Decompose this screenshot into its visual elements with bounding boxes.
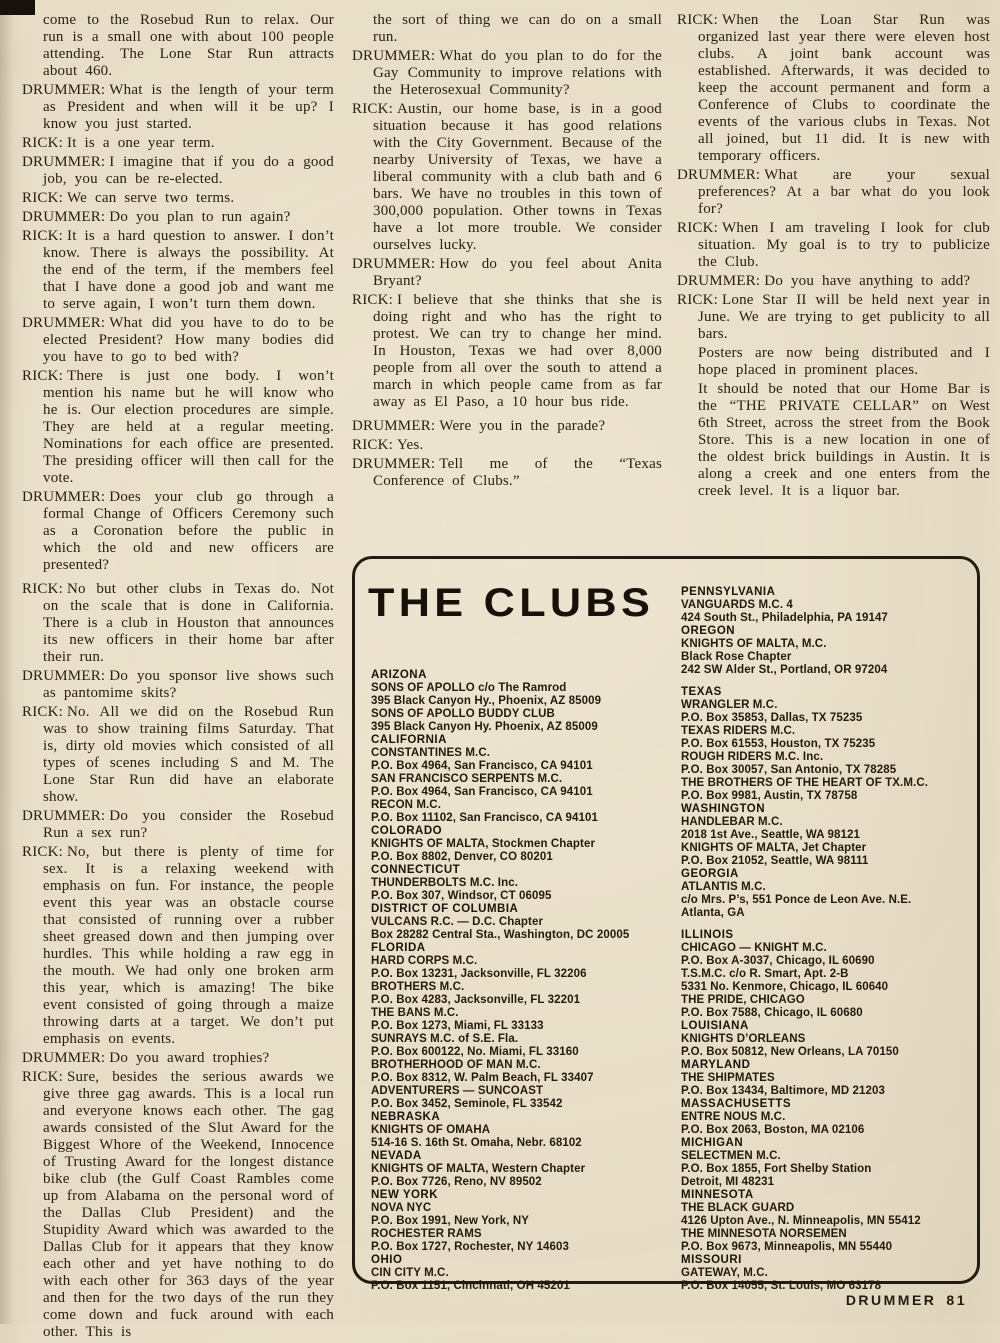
speech-text: What are your sexual preferences? At a bar what do you look for? [698, 167, 990, 217]
club-list-line: ENTRE NOUS M.C. [681, 1111, 786, 1123]
club-list-line: SONS OF APOLLO c/o The Ramrod [371, 682, 567, 694]
club-list-line: ARIZONA [371, 669, 427, 681]
speech-text: No but other clubs in Texas do. Not on the scale that is done in California. There is a club in Houston that announces its new officers in their home bar after their run. [43, 581, 334, 665]
club-list-line: c/o Mrs. P’s, 551 Ponce de Leon Ave. N.E. [681, 894, 912, 906]
club-list-line: P.O. Box 9673, Minneapolis, MN 55440 [681, 1241, 893, 1253]
interview-paragraph [22, 844, 334, 1048]
club-list-line: WRANGLER M.C. [681, 699, 778, 711]
club-list-line: THE BLACK GUARD [681, 1202, 795, 1214]
speaker-label: DRUMMER: [677, 167, 761, 183]
club-list-line: KNIGHTS OF MALTA, Western Chapter [371, 1163, 586, 1175]
club-list-line: CONNECTICUT [371, 864, 461, 876]
speech-text: No. All we did on the Rosebud Run was to show training films Saturday. That is, dirty old movies which consisted of all types of scenes including S and M. The Lone Star Run did have an elaborate show. [43, 704, 334, 805]
club-list-line: Detroit, MI 48231 [681, 1176, 775, 1188]
club-list-line: 395 Black Canyon Hy., Phoenix, AZ 85009 [371, 695, 602, 707]
club-list-line: Box 28282 Central Sta., Washington, DC 20005 [371, 929, 630, 941]
club-list-line: P.O. Box 21052, Seattle, WA 98111 [681, 855, 869, 867]
club-list-line: 395 Black Canyon Hy. Phoenix, AZ 85009 [371, 721, 598, 733]
speech-text: Tell me of the “Texas Conference of Clubs.” [373, 456, 662, 489]
club-list-line: P.O. Box 3452, Seminole, FL 33542 [371, 1098, 563, 1110]
club-list-line: KNIGHTS OF OMAHA [371, 1124, 491, 1136]
speech-text: Lone Star II will be held next year in June. We are trying to get publicity to all bars. [698, 292, 990, 342]
interview-paragraph [22, 12, 334, 80]
club-list-line: KNIGHTS OF MALTA, M.C. [681, 638, 827, 650]
clubs-list-left [371, 669, 677, 1293]
speech-text: Do you plan to run again? [109, 209, 291, 225]
club-list-line: ROCHESTER RAMS [371, 1228, 482, 1240]
club-list-line: ADVENTURERS — SUNCOAST [371, 1085, 544, 1097]
clubs-list-right [681, 586, 975, 1293]
interview-paragraph [352, 292, 662, 411]
speaker-label: DRUMMER: [22, 82, 106, 98]
club-list-line: 424 South St., Philadelphia, PA 19147 [681, 612, 888, 624]
club-list-line: OREGON [681, 625, 736, 637]
interview-paragraph [677, 12, 990, 165]
club-list-line: P.O. Box 30057, San Antonio, TX 78285 [681, 764, 897, 776]
club-list-line: PENNSYLVANIA [681, 586, 776, 598]
speaker-label: RICK: [22, 368, 64, 384]
club-list-line: NEBRASKA [371, 1111, 441, 1123]
club-list-line: P.O. Box 7588, Chicago, IL 60680 [681, 1007, 863, 1019]
club-list-line: P.O. Box 2063, Boston, MA 02106 [681, 1124, 865, 1136]
club-list-line: OHIO [371, 1254, 403, 1266]
club-list-line: P.O. Box 9981, Austin, TX 78758 [681, 790, 858, 802]
speech-text: It is a hard question to answer. I don’t know. There is always the possibility. At the end of the term, if the members feel that I have done a good job and want me to serve again, I won’t turn them down. [43, 228, 334, 312]
interview-paragraph [677, 273, 990, 290]
speech-text: What is the length of your term as President and when will it be up? I know you just started. [43, 82, 334, 132]
speech-text: Does your club go through a formal Change of Officers Ceremony such as a Coronation before the public in which the old and new officers are presented? [43, 489, 334, 573]
club-list-line: P.O. Box 1151, Cincinnati, OH 45201 [371, 1280, 570, 1292]
speech-text: When the Loan Star Run was organized last year there were eleven host clubs. A joint bank account was established. Afterwards, it was decided to keep the account permanent and form a Conference of Clubs to coordinate the events of the various clubs in Texas. Not all joined, but 11 did. It is new with temporary officers. [698, 12, 990, 164]
interview-paragraph [22, 704, 334, 806]
club-list-line: ATLANTIS M.C. [681, 881, 766, 893]
interview-paragraph [22, 154, 334, 188]
speaker-label: RICK: [677, 220, 719, 236]
clubs-directory-box [352, 556, 980, 1292]
speaker-label: DRUMMER: [677, 273, 761, 289]
speaker-label: DRUMMER: [22, 668, 106, 684]
club-list-line: THE MINNESOTA NORSEMEN [681, 1228, 847, 1240]
club-list-line: TEXAS RIDERS M.C. [681, 725, 796, 737]
club-list-line: Black Rose Chapter [681, 651, 792, 663]
interview-paragraph [352, 456, 662, 490]
interview-paragraph [352, 48, 662, 99]
club-list-line: P.O. Box 1991, New York, NY [371, 1215, 530, 1227]
interview-paragraph [22, 1069, 334, 1341]
club-list-line: 5331 No. Kenmore, Chicago, IL 60640 [681, 981, 889, 993]
club-list-line: MARYLAND [681, 1059, 751, 1071]
club-list-line: P.O. Box 13434, Baltimore, MD 21203 [681, 1085, 885, 1097]
club-list-line: THE SHIPMATES [681, 1072, 775, 1084]
speech-text: No, but there is plenty of time for sex. It is a relaxing weekend with emphasis on fun. For instance, the people event this year was an obstacle course that consisted of running over a rubber sheet greased down and then jumping over hurdles. This while holding a raw egg in the mouth. We had only one broken arm this year, which is amazing! The bike event consisted of going through a maize throwing darts at a target. We don’t put emphasis on events. [43, 844, 334, 1047]
club-list-line: P.O. Box 7726, Reno, NV 89502 [371, 1176, 542, 1188]
interview-paragraph [22, 190, 334, 207]
club-list-line: P.O. Box 50812, New Orleans, LA 70150 [681, 1046, 899, 1058]
club-list-line: THE PRIDE, CHICAGO [681, 994, 805, 1006]
interview-paragraph [352, 437, 662, 454]
speech-text: What did you have to do to be elected President? How many bodies did you have to go to bed with? [43, 315, 334, 365]
club-list-line: COLORADO [371, 825, 443, 837]
speech-text: I believe that she thinks that she is doing right and who has the right to protest. We can try to change her mind. In Houston, Texas we had over 8,000 people from all over the south to attend a march in which people came from as far away as El Paso, a 10 hour bus ride. [373, 292, 662, 410]
speaker-label: DRUMMER: [22, 1050, 106, 1066]
club-list-line: P.O. Box 600122, No. Miami, FL 33160 [371, 1046, 579, 1058]
speaker-label: DRUMMER: [22, 808, 106, 824]
club-list-line: P.O. Box 61553, Houston, TX 75235 [681, 738, 876, 750]
speech-text: What do you plan to do for the Gay Community to improve relations with the Heterosexual Community? [373, 48, 662, 98]
speech-text: Yes. [397, 437, 424, 453]
club-list-line: GATEWAY, M.C. [681, 1267, 768, 1279]
speaker-label: DRUMMER: [352, 456, 436, 472]
speech-text: Do you award trophies? [109, 1050, 270, 1066]
speaker-label: DRUMMER: [22, 154, 106, 170]
publication-name: DRUMMER [845, 1292, 937, 1308]
club-list-line: 514-16 S. 16th St. Omaha, Nebr. 68102 [371, 1137, 582, 1149]
club-list-line: P.O. Box 35853, Dallas, TX 75235 [681, 712, 863, 724]
interview-paragraph [22, 368, 334, 487]
speech-text: Do you sponsor live shows such as pantomime skits? [43, 668, 334, 701]
club-list-line: NOVA NYC [371, 1202, 432, 1214]
club-list-line: KNIGHTS OF MALTA, Stockmen Chapter [371, 838, 596, 850]
speaker-label: DRUMMER: [22, 315, 106, 331]
club-list-line: P.O. Box 307, Windsor, CT 06095 [371, 890, 552, 902]
speaker-label: RICK: [22, 228, 64, 244]
club-list-line: RECON M.C. [371, 799, 441, 811]
speaker-label: DRUMMER: [352, 418, 436, 434]
club-list-line: BROTHERS M.C. [371, 981, 465, 993]
club-list-line: WASHINGTON [681, 803, 766, 815]
speaker-label: RICK: [677, 12, 719, 28]
club-list-line: T.S.M.C. c/o R. Smart, Apt. 2-B [681, 968, 849, 980]
speech-text: It should be noted that our Home Bar is the “THE PRIVATE CELLAR” on West 6th Street, across the street from the Book Store. This is a new location in one of the oldest brick buildings in Austin. It is along a creek and one enters from the creek level. It is a liquor bar. [698, 381, 990, 499]
club-list-line: MASSACHUSETTS [681, 1098, 792, 1110]
clubs-title: THE CLUBS [368, 581, 655, 625]
club-list-line: 242 SW Alder St., Portland, OR 97204 [681, 664, 888, 676]
club-list-line: SELECTMEN M.C. [681, 1150, 781, 1162]
interview-paragraph [22, 668, 334, 702]
club-list-line: 4126 Upton Ave., N. Minneapolis, MN 55412 [681, 1215, 921, 1227]
interview-paragraph [352, 12, 662, 46]
club-list-line: P.O. Box 11102, San Francisco, CA 94101 [371, 812, 598, 824]
interview-paragraph [677, 220, 990, 271]
speaker-label: RICK: [22, 704, 64, 720]
club-list-line: SAN FRANCISCO SERPENTS M.C. [371, 773, 563, 785]
speaker-label: DRUMMER: [352, 256, 436, 272]
speech-text: How do you feel about Anita Bryant? [373, 256, 662, 289]
interview-column-middle [352, 12, 662, 492]
interview-paragraph [22, 209, 334, 226]
speech-text: There is just one body. I won’t mention his name but he will know who he is. Our election procedures are simple. They are held at a regular meeting. Nominations for each office are presented. The presiding officer will then call for the vote. [43, 368, 334, 486]
speaker-label: RICK: [352, 437, 394, 453]
interview-column-left [22, 12, 334, 1343]
interview-paragraph [677, 381, 990, 500]
speaker-label: DRUMMER: [22, 489, 106, 505]
club-list-line: KNIGHTS OF MALTA, Jet Chapter [681, 842, 867, 854]
page-edge-shading [0, 0, 14, 1324]
speech-text: When I am traveling I look for club situation. My goal is to try to publicize the Club. [698, 220, 990, 270]
club-list-line: P.O. Box 1727, Rochester, NY 14603 [371, 1241, 569, 1253]
speech-text: Posters are now being distributed and I hope placed in prominent places. [698, 345, 990, 378]
club-list-line: SONS OF APOLLO BUDDY CLUB [371, 708, 555, 720]
club-list-line: HARD CORPS M.C. [371, 955, 478, 967]
interview-paragraph [677, 345, 990, 379]
interview-paragraph [352, 256, 662, 290]
club-list-line: P.O. Box 14055, St. Louis, MO 63178 [681, 1280, 882, 1292]
speaker-label: RICK: [677, 292, 719, 308]
club-list-line: THUNDERBOLTS M.C. Inc. [371, 877, 519, 889]
club-list-line: FLORIDA [371, 942, 426, 954]
club-list-line: MICHIGAN [681, 1137, 744, 1149]
page-number: 81 [946, 1292, 967, 1308]
interview-paragraph [352, 418, 662, 435]
club-list-line: P.O. Box 4964, San Francisco, CA 94101 [371, 760, 593, 772]
club-list-line: GEORGIA [681, 868, 739, 880]
club-list-line: CIN CITY M.C. [371, 1267, 449, 1279]
interview-column-right [677, 12, 990, 502]
interview-paragraph [22, 489, 334, 574]
speech-text: Do you consider the Rosebud Run a sex run? [43, 808, 334, 841]
speaker-label: RICK: [22, 1069, 64, 1085]
club-list-line: KNIGHTS D’ORLEANS [681, 1033, 806, 1045]
club-list-line: DISTRICT OF COLUMBIA [371, 903, 519, 915]
club-list-line: CONSTANTINES M.C. [371, 747, 491, 759]
club-list-line: CHICAGO — KNIGHT M.C. [681, 942, 827, 954]
speaker-label: DRUMMER: [352, 48, 436, 64]
interview-paragraph [677, 292, 990, 343]
club-list-line: LOUISIANA [681, 1020, 749, 1032]
speech-text: Were you in the parade? [439, 418, 606, 434]
club-list-line: P.O. Box A-3037, Chicago, IL 60690 [681, 955, 875, 967]
club-list-line: P.O. Box 8802, Denver, CO 80201 [371, 851, 553, 863]
speaker-label: RICK: [352, 292, 394, 308]
club-list-line: ILLINOIS [681, 929, 734, 941]
interview-paragraph [22, 228, 334, 313]
club-list-line: THE BROTHERS OF THE HEART OF TX.M.C. [681, 777, 929, 789]
club-list-line: TEXAS [681, 686, 722, 698]
interview-paragraph [22, 808, 334, 842]
speech-text: Austin, our home base, is in a good situation because it has good relations with the City Government. Because of the nearby University of Texas, we have a liberal community with a club bath and 6 bars. We have no troubles in this town of 300,000 population. Other towns in Texas have a lot more trouble. We consider ourselves lucky. [373, 101, 662, 253]
club-list-line: 2018 1st Ave., Seattle, WA 98121 [681, 829, 860, 841]
speech-text: Do you have anything to add? [764, 273, 971, 289]
speech-text: I imagine that if you do a good job, you can be re-elected. [43, 154, 334, 187]
speech-text: the sort of thing we can do on a small run. [373, 12, 662, 45]
speech-text: It is a one year term. [67, 135, 215, 151]
club-list-line: MINNESOTA [681, 1189, 754, 1201]
club-list-line: MISSOURI [681, 1254, 742, 1266]
club-list-line: P.O. Box 4964, San Francisco, CA 94101 [371, 786, 593, 798]
speaker-label: RICK: [22, 581, 64, 597]
interview-paragraph [22, 82, 334, 133]
interview-paragraph [22, 1050, 334, 1067]
club-list-line: SUNRAYS M.C. of S.E. Fla. [371, 1033, 519, 1045]
club-list-line: THE BANS M.C. [371, 1007, 459, 1019]
club-list-line: P.O. Box 4283, Jacksonville, FL 32201 [371, 994, 581, 1006]
interview-paragraph [677, 167, 990, 218]
speaker-label: RICK: [22, 135, 64, 151]
club-list-line: NEW YORK [371, 1189, 439, 1201]
club-list-line: Atlanta, GA [681, 907, 745, 919]
speech-text: We can serve two terms. [67, 190, 235, 206]
club-list-line: VANGUARDS M.C. 4 [681, 599, 793, 611]
speaker-label: RICK: [352, 101, 394, 117]
speaker-label: RICK: [22, 190, 64, 206]
interview-paragraph [22, 135, 334, 152]
interview-paragraph [22, 315, 334, 366]
speaker-label: RICK: [22, 844, 64, 860]
club-list-line: CALIFORNIA [371, 734, 447, 746]
club-list-line: HANDLEBAR M.C. [681, 816, 783, 828]
club-list-line: BROTHERHOOD OF MAN M.C. [371, 1059, 541, 1071]
club-list-line: VULCANS R.C. — D.C. Chapter [371, 916, 544, 928]
interview-paragraph [352, 101, 662, 254]
speech-text: Sure, besides the serious awards we give three gag awards. This is a local run and everyone knows each other. The gag awards consisted of the Slut Award for the Biggest Whore of the Weekend, Innocence of Trusting Award for the longest distance bike club (the Gulf Coast Rambles come up from Alabama on the personal word of the Dallas Club President) and the Stupidity Award which was awarded to the Dallas Club for it appears that they know each other and yet have nothing to do with each other for 363 days of the year and then for the two days of the run they come down and fuck around with each other. This is [43, 1069, 334, 1340]
club-list-line: P.O. Box 8312, W. Palm Beach, FL 33407 [371, 1072, 594, 1084]
interview-paragraph [22, 581, 334, 666]
speech-text: come to the Rosebud Run to relax. Our run is a small one with about 100 people attending. The Lone Star Run attracts about 460. [43, 12, 334, 79]
speaker-label: DRUMMER: [22, 209, 106, 225]
club-list-line: P.O. Box 1855, Fort Shelby Station [681, 1163, 872, 1175]
page-footer [846, 1292, 967, 1308]
club-list-line: P.O. Box 13231, Jacksonville, FL 32206 [371, 968, 587, 980]
club-list-line: ROUGH RIDERS M.C. Inc. [681, 751, 824, 763]
club-list-line: NEVADA [371, 1150, 422, 1162]
club-list-line: P.O. Box 1273, Miami, FL 33133 [371, 1020, 544, 1032]
